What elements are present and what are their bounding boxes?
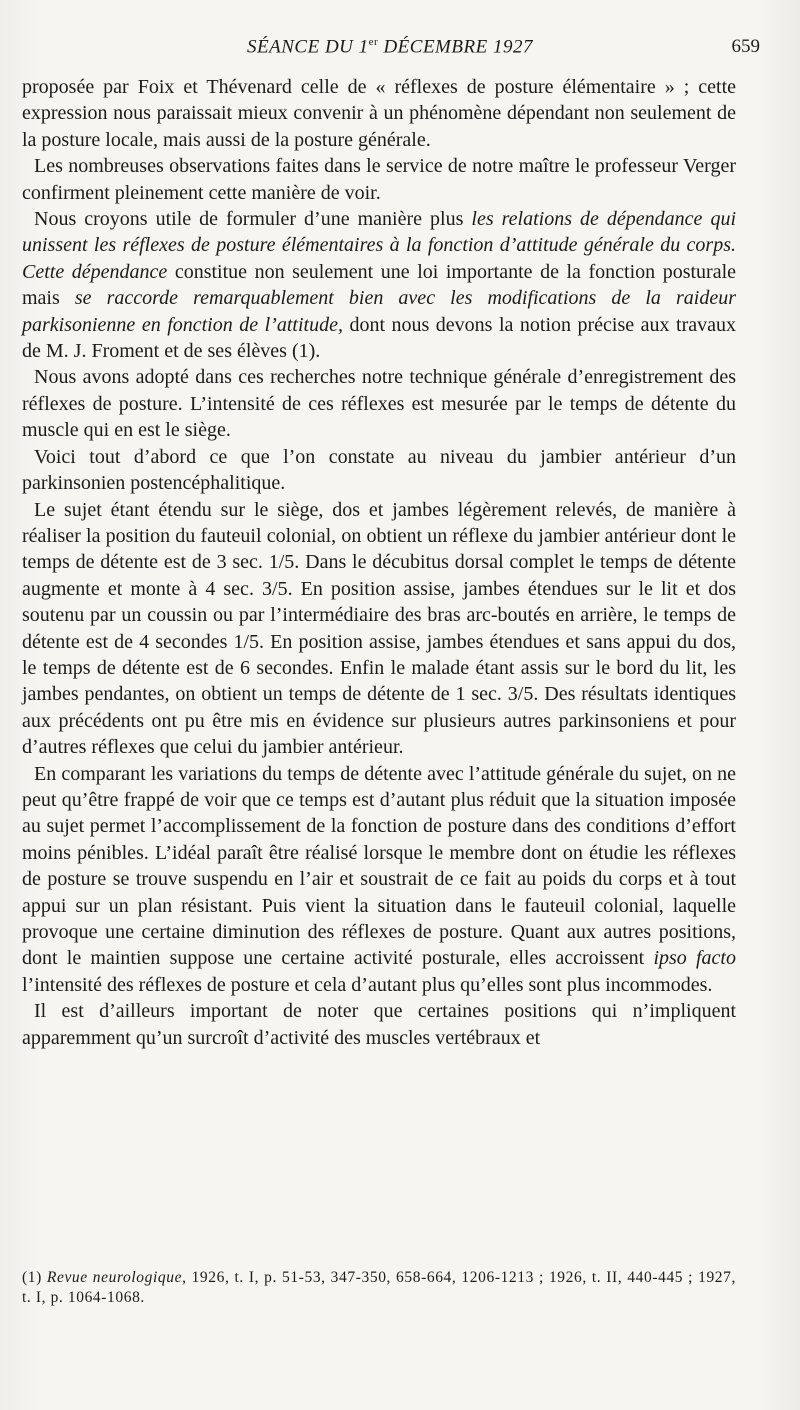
running-head-title: SÉANCE DU 1 — [247, 36, 369, 58]
paragraph — [22, 497, 736, 761]
paragraph — [22, 153, 736, 206]
footnote-marker: (1) — [22, 1269, 47, 1286]
text-run: Le sujet étant étendu sur le siège, dos et jambes légèrement relevés, de manière à réaliser la position du fauteuil colonial, on obtient un réflexe du jambier antérieur dont le temps de détente est de 3 sec. 1/5. Dans le décubitus dorsal complet le temps de détente augmente et monte à 4 sec. 3/5. En position assise, jambes étendues sur le lit et dos soutenu par un coussin ou par l’intermédiaire des bras arc-boutés en arrière, le temps de détente est de 4 secondes 1/5. En position assise, jambes étendues et sans appui du dos, le temps de détente est de 6 secondes. Enfin le malade étant assis sur le bord du lit, les jambes pendantes, on obtient un temps de détente de 1 sec. 3/5. Des résultats identiques aux précédents ont pu être mis en évidence sur plusieurs autres parkinsoniens et pour d’autres réflexes que celui du jambier antérieur. — [22, 498, 736, 759]
text-run: l’intensité des réflexes de posture et cela d’autant plus qu’elles sont plus incommodes. — [22, 973, 713, 996]
page-number: 659 — [731, 36, 760, 57]
body-text — [22, 74, 736, 1051]
italic-text: se raccorde remarquablement bien avec les modifications de la raideur parkisonienne en fonction de l’attitude, — [22, 287, 736, 336]
paragraph — [22, 364, 736, 443]
text-run: Les nombreuses observations faites dans le service de notre maître le professeur Verger confirment pleinement cette manière de voir. — [22, 155, 736, 204]
text-run: constitue non seulement une loi importante de la fonction posturale mais — [22, 260, 737, 310]
footnote — [22, 1268, 736, 1308]
italic-text: ipso facto — [653, 947, 736, 970]
text-run: dont nous devons la notion précise aux travaux de M. J. Froment et de ses élèves (1). — [22, 313, 736, 363]
text-run: Nous croyons utile de formuler d’une manière plus — [34, 208, 472, 231]
text-run: Nous avons adopté dans ces recherches notre technique générale d’enregistrement des réflexes de posture. L’intensité de ces réflexes est mesurée par le temps de détente du muscle qui en est le siège. — [22, 366, 736, 442]
paragraph — [22, 444, 736, 497]
footnote-reference: , 1926, t. I, p. 51-53, 347-350, 658-664, 1206-1213 ; 1926, t. II, 440-445 ; 1927, t. I, p. 1064-1068. — [22, 1269, 736, 1306]
paragraph — [22, 998, 736, 1051]
running-head-date: DÉCEMBRE 1927 — [378, 36, 533, 58]
text-run: proposée par Foix et Thévenard celle de « réflexes de posture élémentaire » ; cette expression nous paraissait mieux convenir à un phénomène dépendant non seulement de la posture locale, mais aussi de la posture générale. — [22, 76, 736, 151]
paragraph — [22, 74, 736, 153]
page-header — [20, 36, 760, 64]
paragraph — [22, 206, 736, 364]
text-run: En comparant les variations du temps de détente avec l’attitude générale du sujet, on ne peut qu’être frappé de voir que ce temps est d’autant plus réduit que la situation imposée au sujet permet l’accomplissement de la fonction de posture dans des conditions d’effort moins pénibles. L’idéal paraît être réalisé lorsque le membre dont on étudie les réflexes de posture se trouve suspendu en l’air et soustrait de ce fait au poids du corps et à tout appui sur un plan résistant. Puis vient la situation dans le fauteuil colonial, laquelle provoque une certaine diminution des réflexes de posture. Quant aux autres positions, dont le maintien suppose une certaine activité posturale, elles accroissent — [22, 762, 736, 970]
running-head — [20, 36, 760, 58]
text-run: Voici tout d’abord ce que l’on constate au niveau du jambier antérieur d’un parkinsonien postencéphalitique. — [22, 445, 736, 495]
paragraph — [22, 761, 736, 999]
italic-text: les relations de dépendance qui unissent les réflexes de posture élémentaires à la fonction d’attitude générale du corps. Cette dépendance — [22, 208, 736, 283]
text-run: Il est d’ailleurs important de noter que certaines positions qui n’impliquent apparemment qu’un surcroît d’activité des muscles vertébraux et — [22, 1000, 736, 1049]
running-head-superscript: er — [368, 36, 379, 48]
footnote-journal: Revue neurologique — [46, 1269, 183, 1286]
